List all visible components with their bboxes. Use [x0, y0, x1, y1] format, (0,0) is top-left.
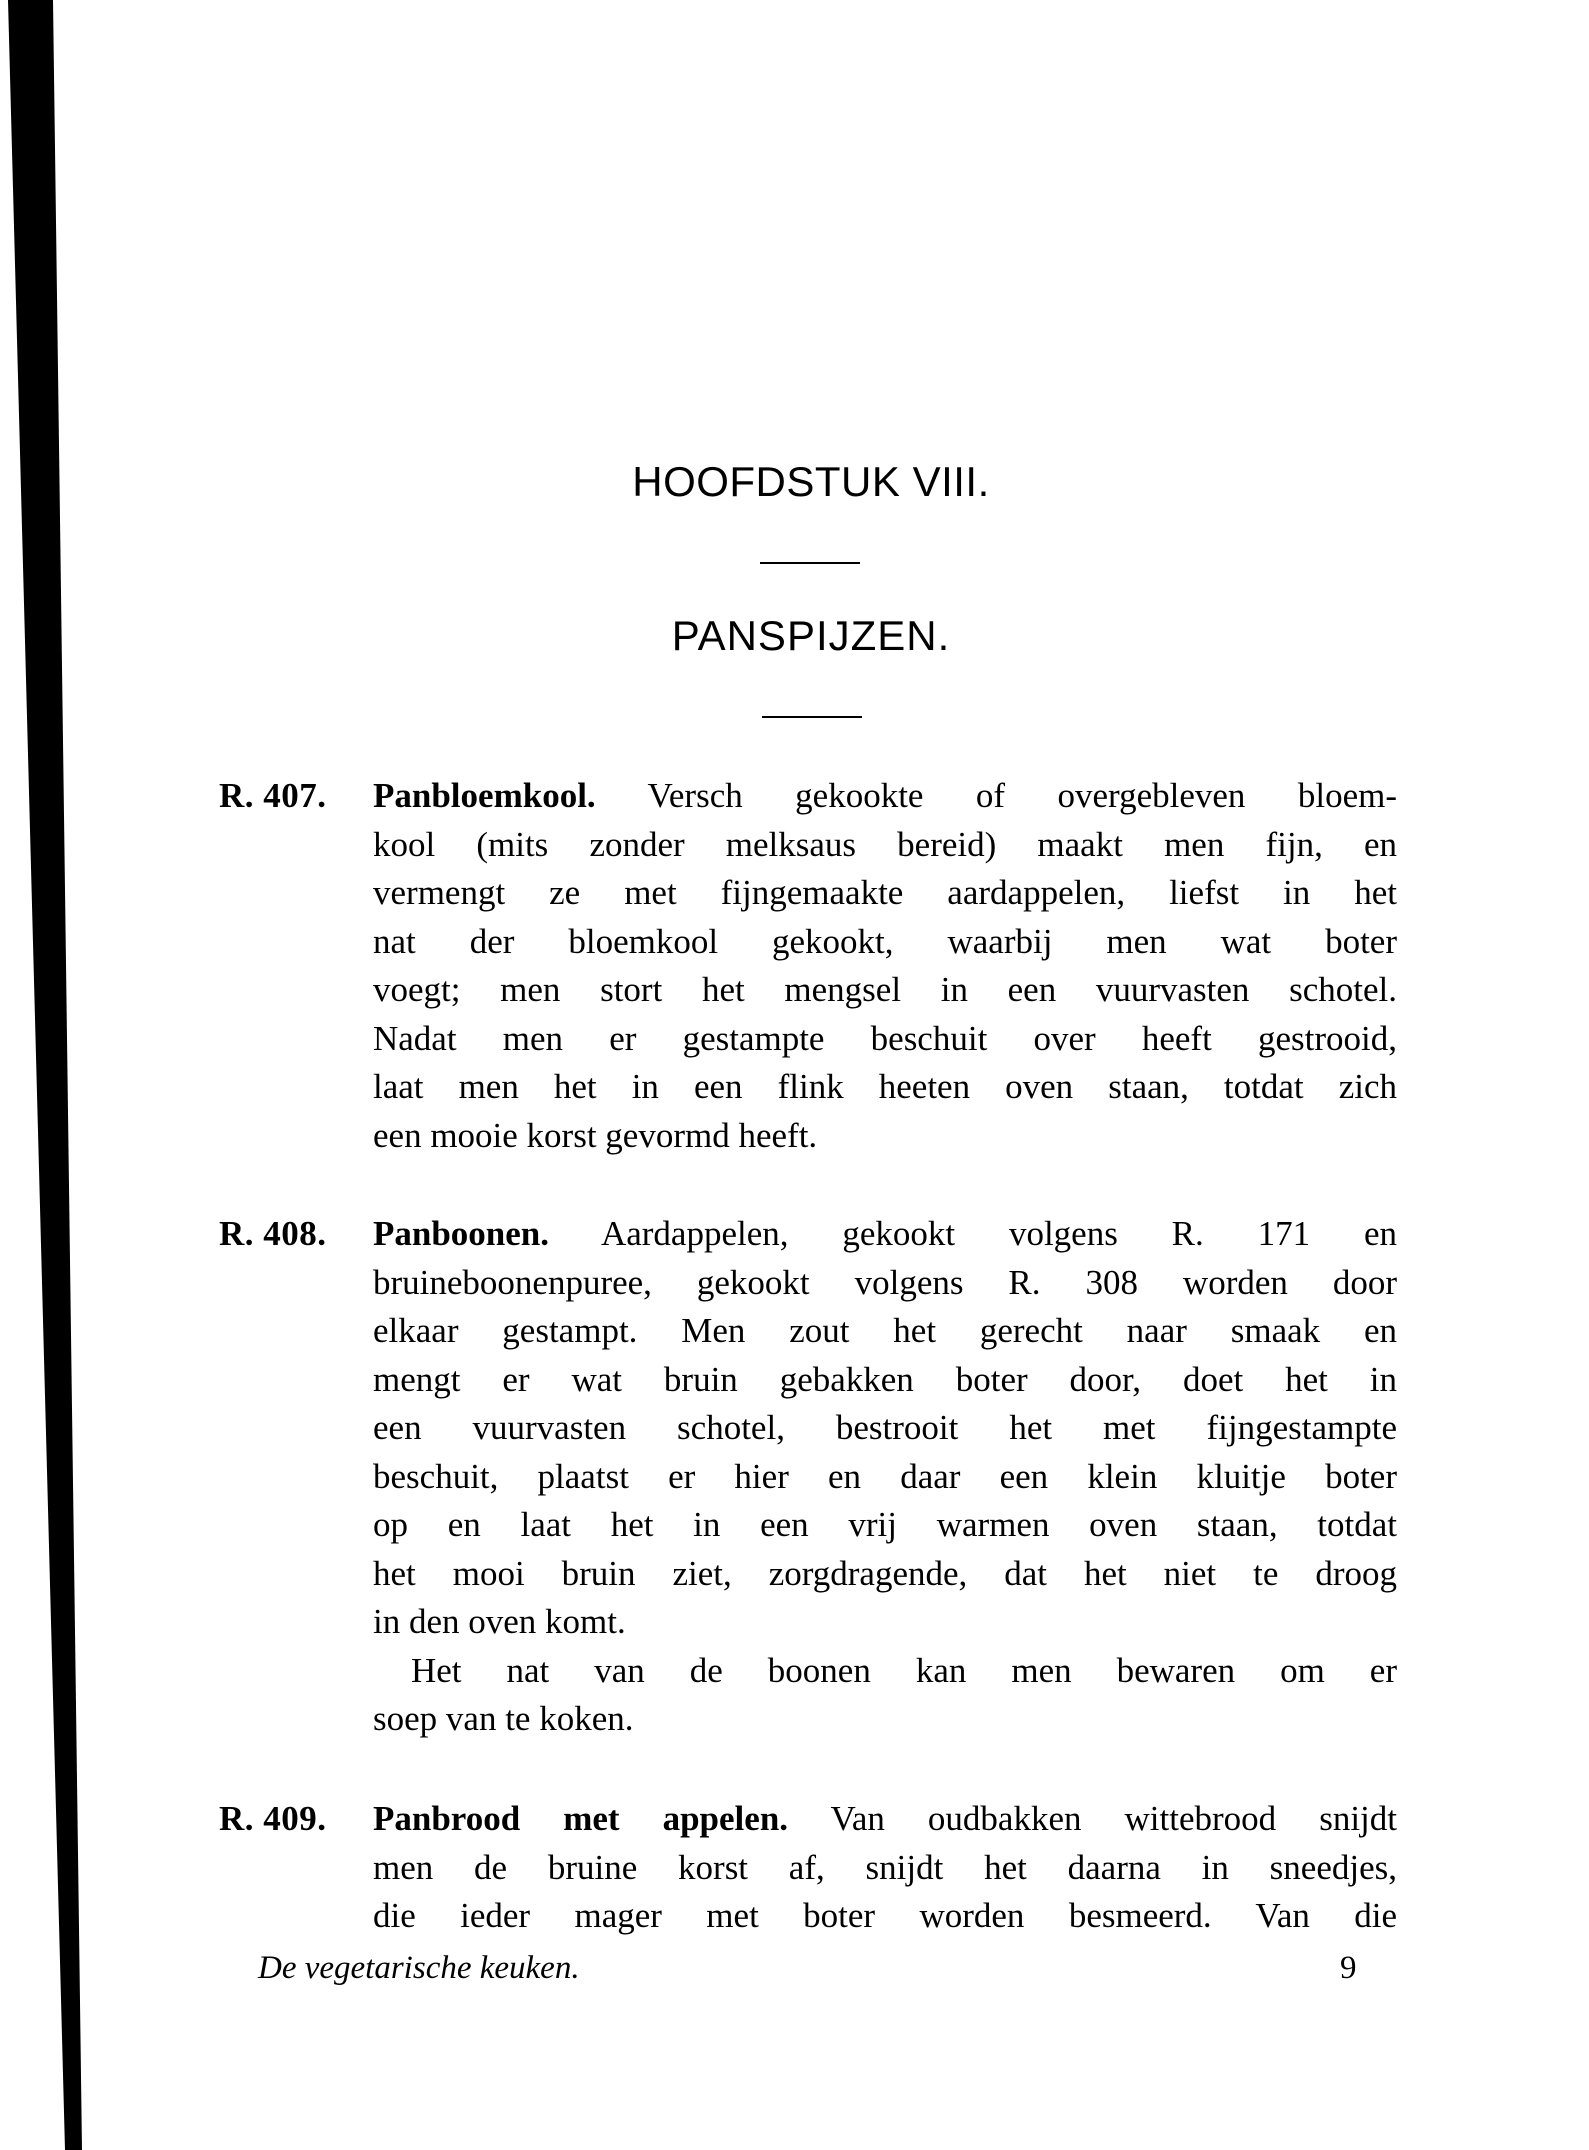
- text-line: Versch gekookte of overgebleven bloem-: [595, 776, 1397, 815]
- recipe-409: [219, 1795, 1397, 1941]
- text-line: die ieder mager met boter worden besmeerd. Van die: [373, 1896, 1397, 1935]
- text-line: een vuurvasten schotel, bestrooit het met fijngestampte: [373, 1408, 1397, 1447]
- text-line: bruineboonenpuree, gekookt volgens R. 308 worden door: [373, 1262, 1397, 1302]
- page-number: 9: [1340, 1950, 1357, 1986]
- text-line: voegt; men stort het mengsel in een vuurvasten schotel.: [373, 970, 1397, 1009]
- recipe-name: Panboonen.: [373, 1214, 550, 1253]
- recipe-number: R. 407.: [219, 776, 327, 815]
- text-line: mengt er wat bruin gebakken boter door, doet het in: [373, 1359, 1397, 1399]
- text-line: Aardappelen, gekookt volgens R. 171 en: [549, 1214, 1397, 1253]
- text-line: vermengt ze met fijngemaakte aardappelen, liefst in het: [373, 873, 1397, 912]
- footer-book-title: De vegetarische keuken.: [258, 1950, 580, 1986]
- text-line: op en laat het in een vrij warmen oven staan, totdat: [373, 1505, 1397, 1544]
- divider-rule: [760, 562, 860, 564]
- text-line: kool (mits zonder melksaus bereid) maakt men fijn, en: [373, 824, 1397, 864]
- text-line: een mooie korst gevormd heeft.: [373, 1115, 818, 1155]
- text-line: beschuit, plaatst er hier en daar een klein kluitje boter: [373, 1456, 1397, 1496]
- chapter-heading: HOOFDSTUK VIII.: [632, 458, 990, 505]
- recipe-407: [219, 772, 1397, 1160]
- book-spine-shadow: [0, 0, 100, 2150]
- text-line: soep van te koken.: [373, 1699, 634, 1738]
- text-line: men de bruine korst af, snijdt het daarna in sneedjes,: [373, 1847, 1397, 1887]
- recipe-name: Panbrood met appelen.: [373, 1799, 789, 1838]
- divider-rule: [762, 716, 862, 718]
- text-line: Nadat men er gestampte beschuit over heeft gestrooid,: [373, 1018, 1397, 1058]
- text-line: in den oven komt.: [373, 1602, 626, 1641]
- text-line: het mooi bruin ziet, zorgdragende, dat het niet te droog: [373, 1553, 1397, 1593]
- text-line: laat men het in een flink heeten oven staan, totdat zich: [373, 1067, 1397, 1106]
- text-line: Het nat van de boonen kan men bewaren om er: [411, 1650, 1397, 1690]
- recipe-408: [219, 1210, 1397, 1744]
- recipe-number: R. 408.: [219, 1214, 327, 1253]
- recipe-name: Panbloemkool.: [373, 776, 596, 815]
- text-line: Van oudbakken wittebrood snijdt: [788, 1799, 1397, 1838]
- text-line: elkaar gestampt. Men zout het gerecht naar smaak en: [373, 1311, 1397, 1350]
- recipe-number: R. 409.: [219, 1799, 327, 1838]
- chapter-title: PANSPIJZEN.: [671, 612, 951, 659]
- text-line: nat der bloemkool gekookt, waarbij men wat boter: [373, 921, 1397, 961]
